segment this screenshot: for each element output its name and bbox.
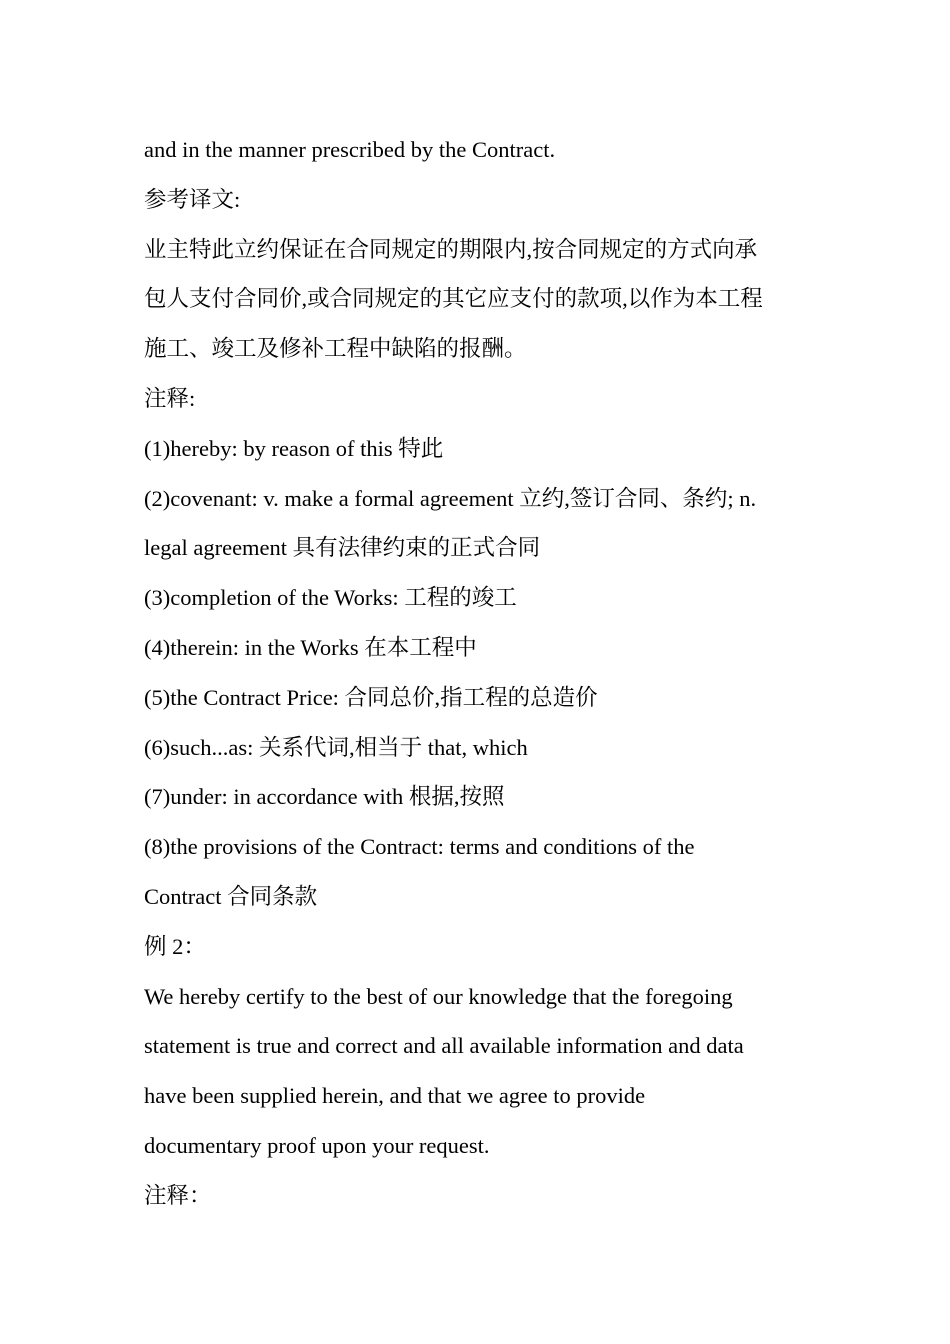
text-line: have been supplied herein, and that we agree to provide <box>144 1083 646 1109</box>
note-item: (8)the provisions of the Contract: terms and conditions of the <box>144 834 695 860</box>
section-heading-notes: 注释: <box>144 385 196 411</box>
example-heading: 例 2： <box>144 933 206 959</box>
note-item-continued: legal agreement 具有法律约束的正式合同 <box>144 535 541 561</box>
text-line: and in the manner prescribed by the Contract. <box>144 137 556 162</box>
section-heading-translation: 参考译文: <box>144 186 241 212</box>
note-item: (3)completion of the Works: 工程的竣工 <box>144 585 517 611</box>
text-line: documentary proof upon your request. <box>144 1132 490 1158</box>
note-item: (1)hereby: by reason of this 特此 <box>144 435 444 461</box>
note-item: (5)the Contract Price: 合同总价,指工程的总造价 <box>144 684 598 710</box>
text-line: We hereby certify to the best of our knowledge that the foregoing <box>144 983 733 1009</box>
text-line: 业主特此立约保证在合同规定的期限内,按合同规定的方式向承 <box>144 236 758 262</box>
text-line: 施工、竣工及修补工程中缺陷的报酬。 <box>144 336 527 362</box>
section-heading-notes: 注释： <box>144 1182 212 1208</box>
note-item-continued: Contract 合同条款 <box>144 883 318 909</box>
note-item: (6)such...as: 关系代词,相当于 that, which <box>144 734 528 760</box>
text-line: 包人支付合同价,或合同规定的其它应支付的款项,以作为本工程 <box>144 286 763 312</box>
note-item: (2)covenant: v. make a formal agreement 立约,签订合同、条约; n. <box>144 485 757 511</box>
text-line: statement is true and correct and all available information and data <box>144 1033 744 1059</box>
note-item: (4)therein: in the Works 在本工程中 <box>144 634 477 660</box>
note-item: (7)under: in accordance with 根据,按照 <box>144 784 505 810</box>
document-body <box>144 125 814 1221</box>
